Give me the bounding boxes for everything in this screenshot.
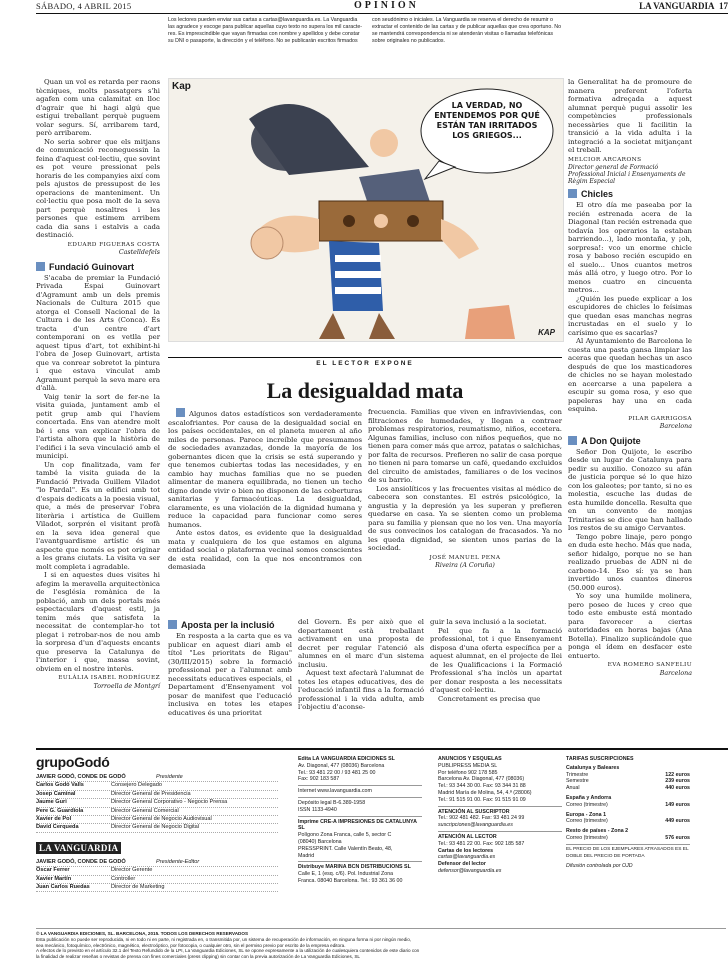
edition-line: Fax: 902 183 587 [298,776,340,783]
cartoon-author: Kap [172,81,191,92]
contact-line: ATENCIÓN AL LECTOR [438,833,497,840]
contact-line: PUBLIPRESS MEDIA SL [438,762,498,769]
paragraph: Un cop finalitzada, vam fer també la visita guiada de la Fundació Privada Guillem Viladot "lo Pardal". Es un edifici amb tot d'espais dedicats a la poesia visual, que, a més de preservar l'obra literària i artística de Guillem Viladot, sorprén el visitant profà en la seva idea general que l'avantguardisme artístic és un aspecte que només es pot originar a les grans ciutats. La visita va ser molt completa i agradable. [36,460,160,571]
divider [566,844,690,845]
credit-role: Director General de Presidencia [111,790,191,797]
credit-row [36,774,278,782]
credit-role: Controller [111,875,136,882]
rate-price: 576 euros [665,834,690,841]
ojd-note: Difusión controlada por OJD [566,863,633,870]
rate-label: Correo (trimestre) [566,834,608,841]
rate-price: 149 euros [665,801,690,808]
contact-info [438,756,562,875]
credit-role: Presidente-Editor [156,858,200,865]
rates-title: TARIFAS SUSCRIPCIONES [566,756,634,762]
credit-row [36,867,278,875]
credit-row [36,859,278,867]
credit-name: Carlos Godó Valls [36,782,84,789]
heading-text: Fundació Guinovart [49,261,135,272]
edition-line: (08040) Barcelona [298,838,342,845]
rate-row [566,778,690,785]
credit-role: Director General de Negocio Audiovisual [111,816,212,823]
location: Riveira (A Coruña) [435,562,495,569]
text: Algunos datos estadísticos son verdaderamente escalofriantes. Por causa de la desigualdad social en los países occidentales, en el planeta mueren al año miles de personas. Parece increíble que presumamos de sociedades avanzadas, donde la mayoría de los gobernantes dicen que la crisis se está superando y que tenemos cubiertas todas las necesidades, y en cambio hay muchas familias que no se pueden alimentar de manera equilibrada, no tienen un techo digno donde vivir o bien no disponen de las coberturas sanitarias y farmacéuticas. La desigualdad, claramente, es una violación de la dignidad humana y reduce la capacidad para funcionar como seres humanos. [168,410,362,529]
paragraph: Ante estos datos, es evidente que la desigualdad mata y cualquiera de los que estamos en alguna entidad social o plataforma vecinal somos conscientes de esta realidad, con la que nos encontramos con demasiada [168,529,362,571]
email-link[interactable]: defensor@lavanguardia.es [438,867,502,874]
date: SÁBADO, 4 ABRIL 2015 [36,1,132,11]
paragraph: la Generalitat ha de promoure de manera preferent l'oferta formativa adreçada a aquest alumnat perquè pugui assolir les competències professionals necessàries que li facilitin la transició a la vida adulta i la integració a la societat mitjançant el treball. [568,78,692,154]
intro-line: res. Es imprescindible que vayan firmadas con nombre y apellidos y debe constar [168,31,360,38]
credit-row [36,816,278,824]
intro-line: Los lectores pueden enviar sus cartas a cartas@lavanguardia.es. La Vanguardia [168,17,358,23]
cartoon-signature: KAP [538,328,555,337]
letter-heading [568,189,692,200]
aposta-col3 [430,618,562,703]
edition-line: ISSN 1133-4940 [298,806,337,813]
credit-row [36,799,278,807]
credit-name: David Cerqueda [36,824,79,831]
letters-column-left [36,78,160,695]
rate-row [566,785,690,792]
rate-label: Correo (trimestre) [566,801,608,808]
website[interactable]: Internet www.lavanguardia.com [298,788,372,795]
contact-line: ATENCIÓN AL SUSCRIPTOR [438,808,510,815]
page-header [36,0,728,14]
signature: EDUARD FIGUERAS COSTA [67,241,160,248]
edition-line: Depósito legal B-6.389-1958 [298,799,366,806]
rates-region: Europa - Zona 1 [566,811,607,818]
paragraph: Los ansiolíticos y las frecuentes visitas al médico de cabecera son constantes. El estrés psicológico, la angustia y la depresión ya les superan y prefieren quedarse en casa. Ya se sienten como un problema para su familia y piensan que no los ven. Una mayoría de sus convecinos los catalogan de fracasados. Ya no les queda dignidad, se sienten unos parias de la sociedad. [368,484,562,552]
legal-notice [36,928,726,960]
rate-row [566,835,690,842]
location: Castelldefels [118,249,160,256]
rate-row [566,802,690,809]
masthead-footer [36,748,728,960]
square-icon [168,620,177,629]
paragraph: Al Ayuntamiento de Barcelona le cuesta una pasta gansa limpiar las aceras que quedan hechas un asco después de que los masticadores de chicles no se hayan molestado en acercarse a una papelera a escupir su goma rosa, y eso que papeleras hay una en cada esquina. [568,337,692,413]
section-label: EL LECTOR EXPONE [168,357,562,368]
paragraph: ¿Quién les puede explicar a los escupidores de chicles lo feísimas que quedan esas manchas negras incrustadas en el suelo y lo carísimo que es sacarlas? [568,294,692,337]
cartoon [168,78,564,342]
credit-name: Juan Carlos Ruedas [36,884,90,891]
contact-line: Tel.: 93 481 22 00. Fax: 902 185 587 [438,840,525,847]
legal-line: © LA VANGUARDIA EDICIONES, SL. BARCELONA, 2015. TODOS LOS DERECHOS RESERVADOS [36,931,249,936]
rates-region: Resto de países - Zona 2 [566,828,629,835]
divider [298,797,422,798]
credit-row [36,782,278,790]
credit-list [36,867,278,892]
paragraph: Señor Don Quijote, le escribo desde un lugar de Catalunya para pedir su auxilio. Conozco su afán de justicia porque sé lo que hizo con los galeotes; por tanto, si no es molestia, escuche las dudas de esta humilde doncella. Resulta que en un convento de monjas Trinitarias se dice que han hallado los restos de su amigo Cervantes. [568,447,692,532]
paragraph: Vaig tenir la sort de fer-ne la visita guiada, juntament amb el petit grup amb qui l'havíem concertada. Ens van atendre molt bé i ens van explicar l'obra de l'artista alhora que la història de l'edifici i la seva vinculació amb el municipi. [36,392,160,460]
paragraph: En resposta a la carta que es va publicar en aquest diari amb el títol "Les prioritats de Rigau" (30/III/2015) sobre la formació professional per a l'alumnat amb necessitats educatives especials, el Departament d'Ensenyament vol posar de manifest que l'educació inclusiva en totes les etapes educatives és una prioritat [168,632,292,717]
divider [438,831,562,832]
signature: MELCIOR ARCARONS [568,156,642,163]
credit-name: Pere G. Guardiola [36,807,84,814]
intro-line: las agradece y escoge para publicar aquellas cuyo texto no supera los mil caracte- [168,24,363,31]
credit-name: JAVIER GODÓ, CONDE DE GODÓ [36,858,126,865]
contact-line: Cartas de los lectores [438,847,494,854]
heading-text: Aposta per la inclusió [181,620,275,630]
paragraph: S'acaba de premiar la Fundació Privada Espai Guinovart d'Agramunt amb un dels premis Nacionals de Cultura 2015 que atorga el Consell Nacional de la Cultura i de les Arts (Conca). És tracta d'un centre d'art contemporani on es vetlla per aquest tipus d'art, tot exhibint-hi l'obra de Josep Guinovart, artista que va conrear sobretot la pintura i que estava vinculat amb Agramunt perquè la seva mare era d'allà. [36,273,160,392]
email-link[interactable]: suscripciones@lavanguardia.es [438,822,513,829]
intro-line: se mantendrá correspondencia ni se atenderán visitas o llamadas telefónicas [372,31,554,38]
paragraph: Aquest text afectarà l'alumnat de totes les etapes educatives, des de l'educació infantil fins a la formació professional i la vida adulta, amb l'objectiu d'aconse- [298,669,424,711]
credit-row [36,876,278,884]
signature: JOSÉ MANUEL PENA [429,554,501,561]
email-link[interactable]: cartas@lavanguardia.es [438,854,496,861]
paragraph: guir la seva inclusió a la societat. [430,618,547,626]
contact-line: Tel.: 91 515 91 00. Fax: 91 515 91 09 [438,796,526,803]
edition-info [298,756,422,885]
paragraph: Quan un vol es retarda per raons tècniques, molts passatgers s'hi agafen com una calamitat en lloc d'agrair que hi hagi algú que estigui treballant perquè puguem volar segurs. Sí, arribarem tard, però arribarem. [36,78,160,137]
contact-line: Por teléfono 902 178 585 [438,769,498,776]
paragraph: Tengo pobre linaje, pero pongo en duda este hecho. Más que nada, señor hidalgo, porque no se han realizado pruebas de ADN ni de carbono-14. Eso sí: ya se han invertido unos cuantos dineros (50.000 euros). [568,532,692,592]
contact-line: ANUNCIOS Y ESQUELAS [438,756,502,762]
rates-list [566,818,690,825]
lv-logo-wrap [36,838,278,856]
heading-text: Chicles [581,189,614,199]
edition-line: Edita LA VANGUARDIA EDICIONES SL [298,756,395,762]
lv-logo: LA VANGUARDIA [36,842,121,854]
article-title: La desigualdad mata [266,378,464,403]
location: Torroella de Montgrí [93,682,160,690]
group-logo: grupoGodó [36,754,110,770]
contact-line: Tel.: 93 344 30 00. Fax: 93 344 31 88 [438,783,526,790]
rate-row [566,772,690,779]
intro-line: extractar el contenido de las cartas y de publicar aquellas que crea oportuno. No [372,24,562,31]
credit-row [36,884,278,892]
speech-bubble: LA VERDAD, NO ENTENDEMOS POR QUÉ ESTÁN TAN IRRITADOS LOS GRIEGOS... [434,101,540,140]
rates-list [566,772,690,792]
letter-heading [168,620,292,631]
paragraph: Concretament es precisa que [438,694,541,703]
aposta-col1 [168,618,292,717]
credit-role: Consejero Delegado [111,782,162,789]
edition-line: Tel.: 93 481 22 00 / 93 481 25 00 [298,769,376,776]
intro-right [372,17,572,45]
credit-row [36,791,278,799]
rate-price: 449 euros [665,818,690,825]
edition-line: Madrid [298,852,315,859]
square-icon [176,408,185,417]
rate-label: Anual [566,785,580,792]
legal-line: Esta publicación no puede ser reproducida, ni en todo ni en parte, ni registrada en, o transmitida por, un sistema de recuperación de información, en ninguna forma ni por ningún medio, [36,936,412,942]
subscription-rates [566,756,690,870]
edition-line: Av. Diagonal, 477 (08036) Barcelona [298,762,385,769]
credit-row [36,808,278,816]
credit-role: Director General Comercial [111,807,179,814]
paragraph: Pel que fa a la formació professional, tot i que Ensenyament disposa d'una oferta específica per a aquest alumnat, en el projecte de llei de les Qualificacions i la Formació Professional s'ha inclòs un apartat per donar resposta a les necessitats d'aquest col·lectiu. [430,626,562,694]
rates-list [566,835,690,842]
credit-list [36,782,278,832]
featured-letter-col2 [368,408,562,575]
rates-note: EL PRECIO DE LOS EJEMPLARES ATRASADOS ES EL DOBLE DEL PRECIO DE PORTADA [566,846,689,859]
location: Barcelona [659,669,692,677]
rates-list [566,802,690,809]
intro-line: sobre originales no publicados. [372,38,446,45]
group-credits [36,754,278,892]
square-icon [36,262,45,271]
signature: EULÀLIA ISABEL RODRÍGUEZ [58,675,160,681]
divider [298,861,422,862]
paragraph: del Govern. És per això que el departament està treballant activament en una proposta de decret per regular l'atenció als alumnes en el marc d'un sistema inclusiu. [298,618,424,669]
divider [438,806,562,807]
credit-row [36,824,278,832]
credit-name: Josep Caminal [36,790,76,797]
credit-role: Director Gerente [111,867,153,874]
rates-region: Catalunya y Baleares [566,764,620,771]
paragraph: Yo soy una humilde molinera, pero poseo de luces y creo que todo este embuste está montado para favorecer a ciertas autoridades en horas bajas (Ana Botella). Finalizo suplicándole que ponga el ídem en desfacer este entuerto. [568,592,692,660]
page-number: 17 [719,1,728,11]
letter-heading [36,262,160,273]
letters-column-right [568,78,692,682]
signature: EVA ROMERO SANFELIU [607,662,692,668]
square-icon [568,436,577,445]
heading-text: A Don Quijote [581,435,641,446]
paragraph [168,408,362,529]
location: Director general de Formació Professional Inicial i Ensenyaments de Règim Especial [568,164,686,185]
square-icon [568,189,577,198]
featured-letter-col1 [168,408,362,572]
edition-line: PRESSPRINT. Calle Valentín Beato, 48, [298,845,393,852]
credit-name: Xavier Martín [36,875,72,882]
paragraph: I si en aquestes dues visites hi afegim la meravella arquitectònica de l'església romànica de la població, amb un dels portals més espectaculars d'aquest estil, ja tenim més que satisfeta la necessitat de contemplar-ho tot plegat i retrobar-nos de nou amb la sorpresa d'un d'aquests encants que preserva la Catalunya de l'interior i que, massa sovint, obviem en el nostre interès. [36,571,160,673]
contact-line: Defensor del lector [438,861,486,868]
aposta-col2 [298,618,424,712]
credit-name: Xavier de Pol [36,816,72,823]
contact-line: Tel.: 902 481 482. Fax: 93 481 24 99 [438,815,525,822]
paragraph: El otro día me paseaba por la recién estrenada acera de la Diagonal (tan recién estrenada que todavía los operarios la estaban barriendo...), lado montaña, y ¡oh, sorpresa!: vco un enorme chicle rosa y baboso recién escupido en el suelo... Unos cuantos metros más allá otro, y luego otro. Por lo menos cuatro en cincuenta metros... [568,201,692,294]
intro-line: su DNI o pasaporte, la dirección y el teléfono. No se publicarán escritos firmados [168,38,358,45]
rate-row [566,818,690,825]
legal-line: A efectos de lo previsto en el artículo 32.1 del Texto Refundido de la LPI, La Vanguardia Ediciones, SL se opone expresamente a la utilización de cualesquiera contenidos de este diario con [36,948,420,954]
contact-line: Madrid María de Molina, 54, 4.ª (28006) [438,789,532,796]
section-name: OPINIÓN [354,0,419,11]
credit-name: Jaume Guri [36,799,67,806]
edition-line: Calle E, 1 (esq. c/6). Pol. Industrial Zona [298,871,394,878]
paragraph: frecuencia. Familias que viven en infraviviendas, con filtraciones de humedades, y llegan a contraer problemas respiratorios, reumatismo, niños, eccetera. Algunas familias, incluso con niños pequeños, que no tienen para comer más que arroz, patatas o salchichas, por falta de recursos. Prefieren no salir de casa porque no tienen ni para tomarse un café, quedando excluidos del circuito de amistades, familiares o de los vecinos de su barrio. [368,408,562,484]
rates-region: España y Andorra [566,794,612,801]
paragraph: No seria sobrer que els mitjans de comunicació reconeguessin la feina d'aquest col·lectiu, que sovint es pot veure pressionat pels horaris de les companyies així com pels ajustos de pressupost de les operacions de manteniment. Un col·lectiu que posa molt de la seva part perquè nosaltres i les persones que estimem arribem cada dia sans i estalvis a cada destinació. [36,137,160,239]
rate-label: Trimestre [566,771,589,778]
credit-role: Presidente [156,774,183,780]
divider [298,785,422,786]
rate-label: Semestre [566,778,589,785]
signature: PILAR GARRIGOSA [628,415,692,422]
edition-line: Distribuye MARINA BCN DISTRIBUCIONS SL [298,864,411,871]
credit-name: JAVIER GODÓ, CONDE DE GODÓ [36,774,126,780]
edition-line: Polígono Zona Franca, calle 5, sector C [298,832,392,839]
credit-name: Óscar Ferrer [36,867,70,874]
credit-role: Director General Corporativo - Negocio Prensa [111,799,228,806]
paper-name: LA VANGUARDIA [639,1,715,11]
rate-price: 122 euros [665,771,690,778]
legal-line: sea mecánico, fotoquímico, electrónico, magnético, electroóptico, por fotocopia, o cualquier otro, sin el permiso previo por escrito de la empresa editora. [36,942,346,948]
rate-price: 440 euros [665,785,690,792]
intro-left [168,17,368,45]
letter-heading [568,436,692,447]
credit-role: Director General de Negocio Digital [111,824,199,831]
page-label [639,1,728,11]
edition-line: Imprime CRE-A IMPRESIONES DE CATALUNYA SL [298,818,417,832]
location: Barcelona [659,423,692,430]
edition-line: Franca. 08040 Barcelona. Tel.: 93 361 36 00 [298,877,403,884]
contact-line: Barcelona Av. Diagonal, 477 (08036) [438,776,525,783]
intro-line: con seudónimo o iniciales. La Vanguardia se reserva el derecho de resumir o [372,17,553,23]
legal-line: la finalidad de realizar reseñas o revistas de prensa con fines comerciales (press clipping) sin contar con la previa autorización de La Vanguardia Ediciones, SL [36,954,360,960]
credit-role: Director de Marketing [111,884,165,891]
divider [298,816,422,817]
rate-price: 239 euros [665,778,690,785]
rate-label: Correo (trimestre) [566,818,608,825]
